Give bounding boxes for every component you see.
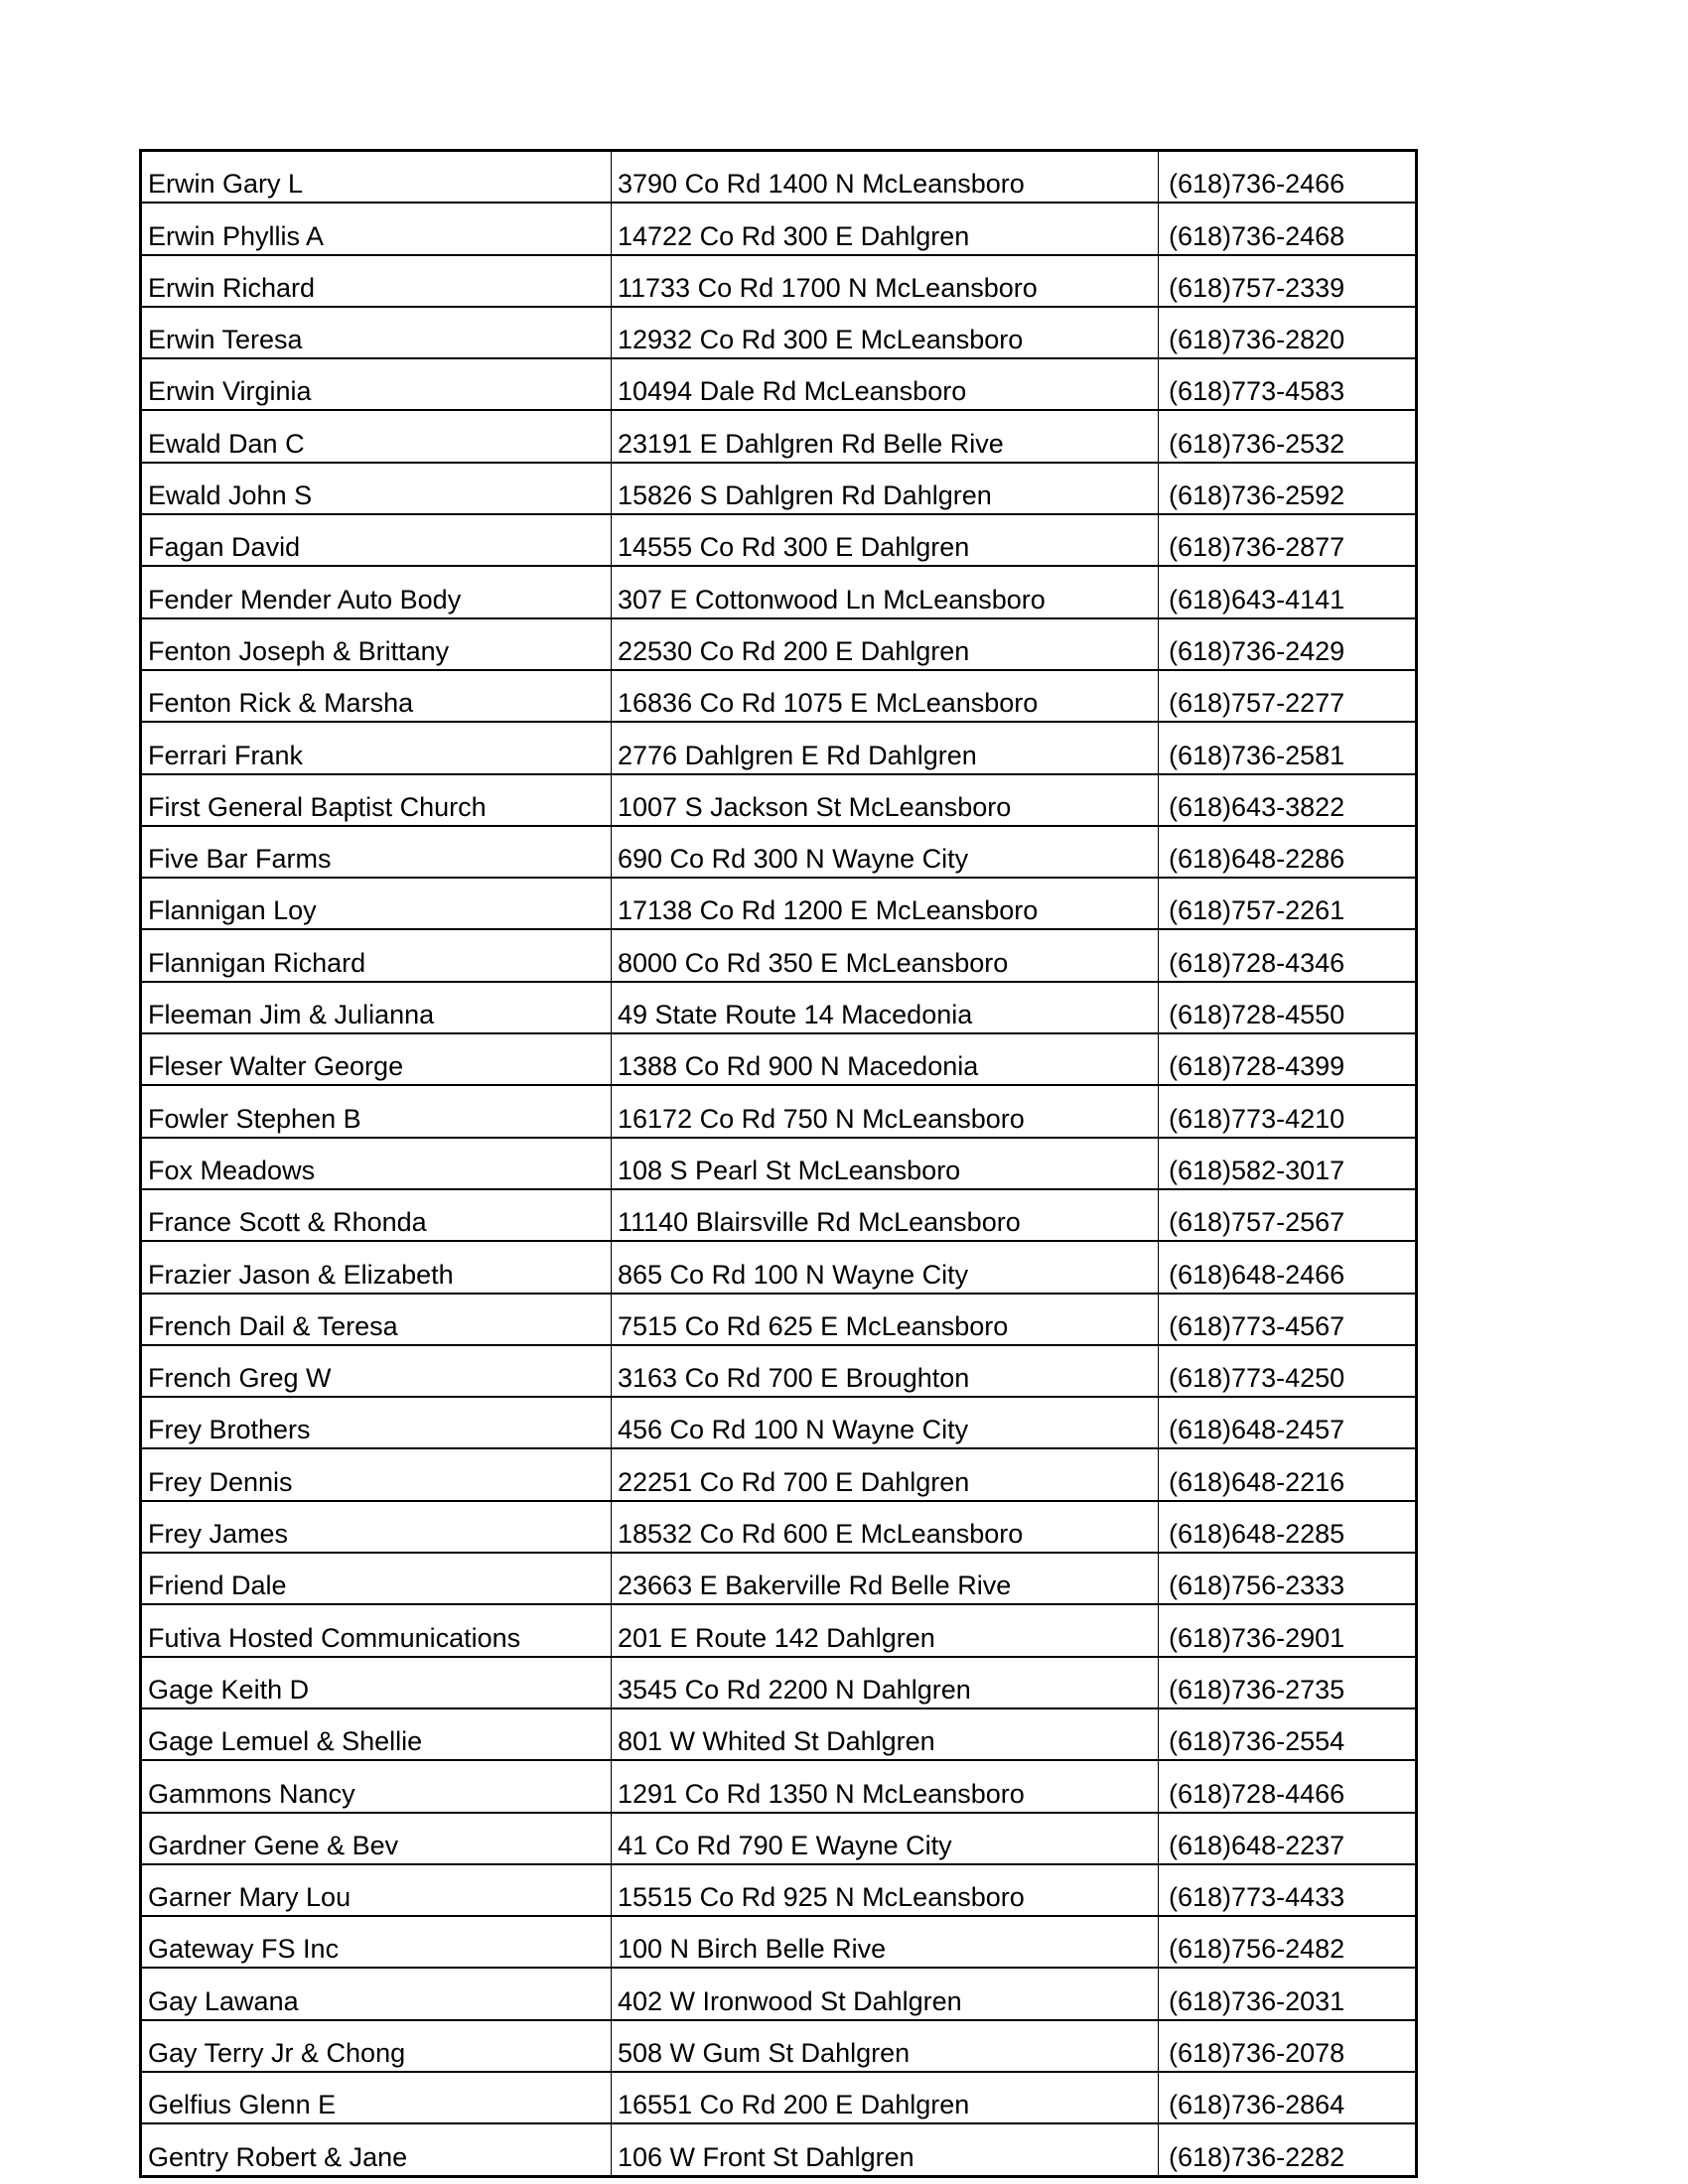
listing-name: Fox Meadows [141, 1138, 612, 1189]
listing-name: Friend Dale [141, 1553, 612, 1604]
listing-phone: (618)773-4433 [1159, 1864, 1417, 1916]
table-row [141, 1294, 1417, 1345]
listing-address: 3545 Co Rd 2200 N Dahlgren [612, 1657, 1159, 1708]
listing-address: 22251 Co Rd 700 E Dahlgren [612, 1448, 1159, 1500]
listing-name: Gay Terry Jr & Chong [141, 2020, 612, 2072]
table-row [141, 774, 1417, 826]
listing-address: 18532 Co Rd 600 E McLeansboro [612, 1501, 1159, 1553]
listing-address: 16836 Co Rd 1075 E McLeansboro [612, 670, 1159, 722]
listing-address: 23191 E Dahlgren Rd Belle Rive [612, 410, 1159, 462]
table-row [141, 358, 1417, 410]
listing-name: Fleser Walter George [141, 1033, 612, 1085]
listing-phone: (618)736-2078 [1159, 2020, 1417, 2072]
table-row [141, 1241, 1417, 1293]
listing-address: 10494 Dale Rd McLeansboro [612, 358, 1159, 410]
listing-address: 15515 Co Rd 925 N McLeansboro [612, 1864, 1159, 1916]
listing-address: 690 Co Rd 300 N Wayne City [612, 826, 1159, 878]
listing-address: 1388 Co Rd 900 N Macedonia [612, 1033, 1159, 1085]
listing-address: 14722 Co Rd 300 E Dahlgren [612, 203, 1159, 254]
listing-name: Garner Mary Lou [141, 1864, 612, 1916]
listing-phone: (618)643-3822 [1159, 774, 1417, 826]
listing-phone: (618)648-2285 [1159, 1501, 1417, 1553]
listing-name: Five Bar Farms [141, 826, 612, 878]
listing-address: 7515 Co Rd 625 E McLeansboro [612, 1294, 1159, 1345]
listing-name: French Greg W [141, 1345, 612, 1397]
listing-address: 16172 Co Rd 750 N McLeansboro [612, 1085, 1159, 1137]
table-row [141, 203, 1417, 254]
listing-address: 8000 Co Rd 350 E McLeansboro [612, 929, 1159, 981]
listing-address: 22530 Co Rd 200 E Dahlgren [612, 618, 1159, 670]
listing-address: 108 S Pearl St McLeansboro [612, 1138, 1159, 1189]
table-row [141, 1448, 1417, 1500]
listing-address: 17138 Co Rd 1200 E McLeansboro [612, 878, 1159, 929]
listing-phone: (618)736-2031 [1159, 1968, 1417, 2019]
listing-name: Erwin Richard [141, 255, 612, 307]
listing-address: 508 W Gum St Dahlgren [612, 2020, 1159, 2072]
listing-phone: (618)648-2216 [1159, 1448, 1417, 1500]
listing-name: Frey James [141, 1501, 612, 1553]
table-row [141, 1033, 1417, 1085]
listing-address: 2776 Dahlgren E Rd Dahlgren [612, 722, 1159, 773]
table-row [141, 1553, 1417, 1604]
listing-name: Flannigan Richard [141, 929, 612, 981]
listing-phone: (618)757-2277 [1159, 670, 1417, 722]
listing-phone: (618)736-2901 [1159, 1604, 1417, 1656]
listing-name: Frey Dennis [141, 1448, 612, 1500]
listing-name: Erwin Gary L [141, 151, 612, 204]
table-row [141, 1501, 1417, 1553]
listing-phone: (618)736-2735 [1159, 1657, 1417, 1708]
listing-address: 11733 Co Rd 1700 N McLeansboro [612, 255, 1159, 307]
listing-address: 14555 Co Rd 300 E Dahlgren [612, 514, 1159, 566]
table-row [141, 722, 1417, 773]
table-row [141, 566, 1417, 617]
table-row [141, 1397, 1417, 1448]
listing-phone: (618)757-2567 [1159, 1189, 1417, 1241]
table-row [141, 1138, 1417, 1189]
directory-table [139, 149, 1418, 2178]
listing-phone: (618)728-4346 [1159, 929, 1417, 981]
table-row [141, 410, 1417, 462]
listing-name: French Dail & Teresa [141, 1294, 612, 1345]
listing-address: 3790 Co Rd 1400 N McLeansboro [612, 151, 1159, 204]
listing-address: 23663 E Bakerville Rd Belle Rive [612, 1553, 1159, 1604]
listing-name: Fenton Joseph & Brittany [141, 618, 612, 670]
listing-address: 41 Co Rd 790 E Wayne City [612, 1813, 1159, 1864]
listing-name: Gateway FS Inc [141, 1916, 612, 1968]
listing-phone: (618)736-2282 [1159, 2123, 1417, 2176]
listing-phone: (618)648-2466 [1159, 1241, 1417, 1293]
listing-address: 456 Co Rd 100 N Wayne City [612, 1397, 1159, 1448]
listing-name: Fowler Stephen B [141, 1085, 612, 1137]
listing-phone: (618)757-2261 [1159, 878, 1417, 929]
listing-address: 16551 Co Rd 200 E Dahlgren [612, 2072, 1159, 2123]
listing-name: France Scott & Rhonda [141, 1189, 612, 1241]
listing-address: 307 E Cottonwood Ln McLeansboro [612, 566, 1159, 617]
listing-name: Gage Keith D [141, 1657, 612, 1708]
directory-table-body [141, 151, 1417, 2177]
listing-name: Ewald Dan C [141, 410, 612, 462]
listing-phone: (618)757-2339 [1159, 255, 1417, 307]
listing-name: Fender Mender Auto Body [141, 566, 612, 617]
table-row [141, 929, 1417, 981]
listing-name: Fagan David [141, 514, 612, 566]
table-row [141, 878, 1417, 929]
listing-phone: (618)648-2237 [1159, 1813, 1417, 1864]
listing-address: 1291 Co Rd 1350 N McLeansboro [612, 1760, 1159, 1812]
listing-phone: (618)728-4550 [1159, 982, 1417, 1033]
listing-name: Fenton Rick & Marsha [141, 670, 612, 722]
listing-address: 3163 Co Rd 700 E Broughton [612, 1345, 1159, 1397]
listing-name: Frey Brothers [141, 1397, 612, 1448]
listing-name: Frazier Jason & Elizabeth [141, 1241, 612, 1293]
table-row [141, 826, 1417, 878]
listing-name: Erwin Phyllis A [141, 203, 612, 254]
listing-name: Gage Lemuel & Shellie [141, 1708, 612, 1760]
table-row [141, 1760, 1417, 1812]
listing-address: 402 W Ironwood St Dahlgren [612, 1968, 1159, 2019]
listing-name: Gay Lawana [141, 1968, 612, 2019]
listing-name: Fleeman Jim & Julianna [141, 982, 612, 1033]
listing-phone: (618)728-4466 [1159, 1760, 1417, 1812]
listing-phone: (618)773-4250 [1159, 1345, 1417, 1397]
listing-name: Gelfius Glenn E [141, 2072, 612, 2123]
listing-address: 801 W Whited St Dahlgren [612, 1708, 1159, 1760]
table-row [141, 2020, 1417, 2072]
listing-phone: (618)736-2581 [1159, 722, 1417, 773]
listing-phone: (618)643-4141 [1159, 566, 1417, 617]
listing-phone: (618)736-2820 [1159, 307, 1417, 358]
listing-phone: (618)582-3017 [1159, 1138, 1417, 1189]
listing-name: Erwin Virginia [141, 358, 612, 410]
table-row [141, 1085, 1417, 1137]
listing-phone: (618)756-2482 [1159, 1916, 1417, 1968]
listing-name: Gammons Nancy [141, 1760, 612, 1812]
listing-phone: (618)736-2592 [1159, 463, 1417, 514]
table-row [141, 1708, 1417, 1760]
listing-phone: (618)736-2554 [1159, 1708, 1417, 1760]
listing-address: 1007 S Jackson St McLeansboro [612, 774, 1159, 826]
listing-name: Flannigan Loy [141, 878, 612, 929]
table-row [141, 151, 1417, 204]
table-row [141, 670, 1417, 722]
listing-address: 11140 Blairsville Rd McLeansboro [612, 1189, 1159, 1241]
listing-address: 201 E Route 142 Dahlgren [612, 1604, 1159, 1656]
listing-phone: (618)773-4583 [1159, 358, 1417, 410]
listing-phone: (618)728-4399 [1159, 1033, 1417, 1085]
table-row [141, 255, 1417, 307]
listing-phone: (618)773-4210 [1159, 1085, 1417, 1137]
listing-address: 100 N Birch Belle Rive [612, 1916, 1159, 1968]
table-row [141, 618, 1417, 670]
table-row [141, 1916, 1417, 1968]
table-row [141, 1345, 1417, 1397]
table-row [141, 1864, 1417, 1916]
listing-phone: (618)756-2333 [1159, 1553, 1417, 1604]
table-row [141, 2072, 1417, 2123]
listing-name: Ewald John S [141, 463, 612, 514]
listing-phone: (618)736-2429 [1159, 618, 1417, 670]
listing-phone: (618)736-2466 [1159, 151, 1417, 204]
listing-name: Ferrari Frank [141, 722, 612, 773]
listing-address: 106 W Front St Dahlgren [612, 2123, 1159, 2176]
table-row [141, 1813, 1417, 1864]
table-row [141, 1189, 1417, 1241]
listing-address: 49 State Route 14 Macedonia [612, 982, 1159, 1033]
listing-address: 12932 Co Rd 300 E McLeansboro [612, 307, 1159, 358]
listing-phone: (618)648-2286 [1159, 826, 1417, 878]
table-row [141, 1968, 1417, 2019]
listing-phone: (618)736-2532 [1159, 410, 1417, 462]
listing-name: Futiva Hosted Communications [141, 1604, 612, 1656]
listing-address: 865 Co Rd 100 N Wayne City [612, 1241, 1159, 1293]
table-row [141, 1604, 1417, 1656]
listing-address: 15826 S Dahlgren Rd Dahlgren [612, 463, 1159, 514]
listing-phone: (618)648-2457 [1159, 1397, 1417, 1448]
listing-name: Gardner Gene & Bev [141, 1813, 612, 1864]
table-row [141, 463, 1417, 514]
listing-name: Erwin Teresa [141, 307, 612, 358]
listing-name: Gentry Robert & Jane [141, 2123, 612, 2176]
table-row [141, 2123, 1417, 2176]
listing-phone: (618)736-2864 [1159, 2072, 1417, 2123]
listing-phone: (618)773-4567 [1159, 1294, 1417, 1345]
listing-phone: (618)736-2468 [1159, 203, 1417, 254]
table-row [141, 307, 1417, 358]
listing-name: First General Baptist Church [141, 774, 612, 826]
table-row [141, 514, 1417, 566]
table-row [141, 1657, 1417, 1708]
table-row [141, 982, 1417, 1033]
listing-phone: (618)736-2877 [1159, 514, 1417, 566]
